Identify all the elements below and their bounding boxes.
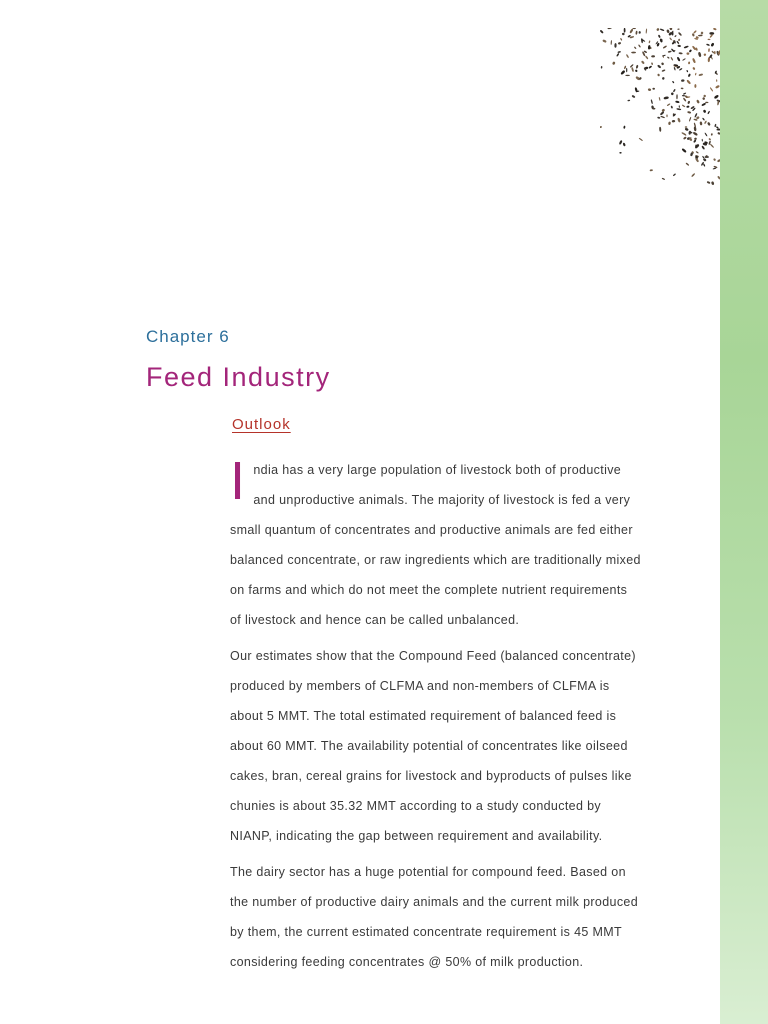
- chapter-title: Feed Industry: [146, 362, 331, 392]
- chapter-number: Chapter 6: [146, 327, 230, 346]
- paragraph-2: Our estimates show that the Compound Feed (balanced concentrate) produced by members of CLFMA and non-members of CLFMA is about 5 MMT. The total estimated requirement of balanced feed is about 60 MMT. The availability potential of concentrates like oilseed cakes, bran, cereal grains for livestock and byproducts of pulses like chunies is about 35.32 MMT according to a study conducted by NIANP, indicating the gap between requirement and availability.: [230, 649, 636, 843]
- seed-grains-image: [600, 28, 720, 188]
- paragraph-3: The dairy sector has a huge potential for compound feed. Based on the number of productive dairy animals and the current milk produced by them, the current estimated concentrate requirement is 45 MMT considering feeding concentrates @ 50% of milk production.: [230, 865, 639, 969]
- paragraph-1-text: ndia has a very large population of livestock both of productive and unproductive animals. The majority of livestock is fed a very small quantum of concentrates and productive animals are fed either balanced concentrate, or raw ingredients which are traditionally mixed on farms and which do not meet the complete nutrient requirements of livestock and hence can be called unbalanced.: [230, 463, 641, 627]
- section-heading: Outlook: [232, 416, 291, 433]
- decorative-side-strip: [720, 0, 768, 1024]
- paragraph-1: [230, 451, 642, 635]
- body-text: [230, 451, 642, 983]
- drop-cap: I: [230, 451, 246, 511]
